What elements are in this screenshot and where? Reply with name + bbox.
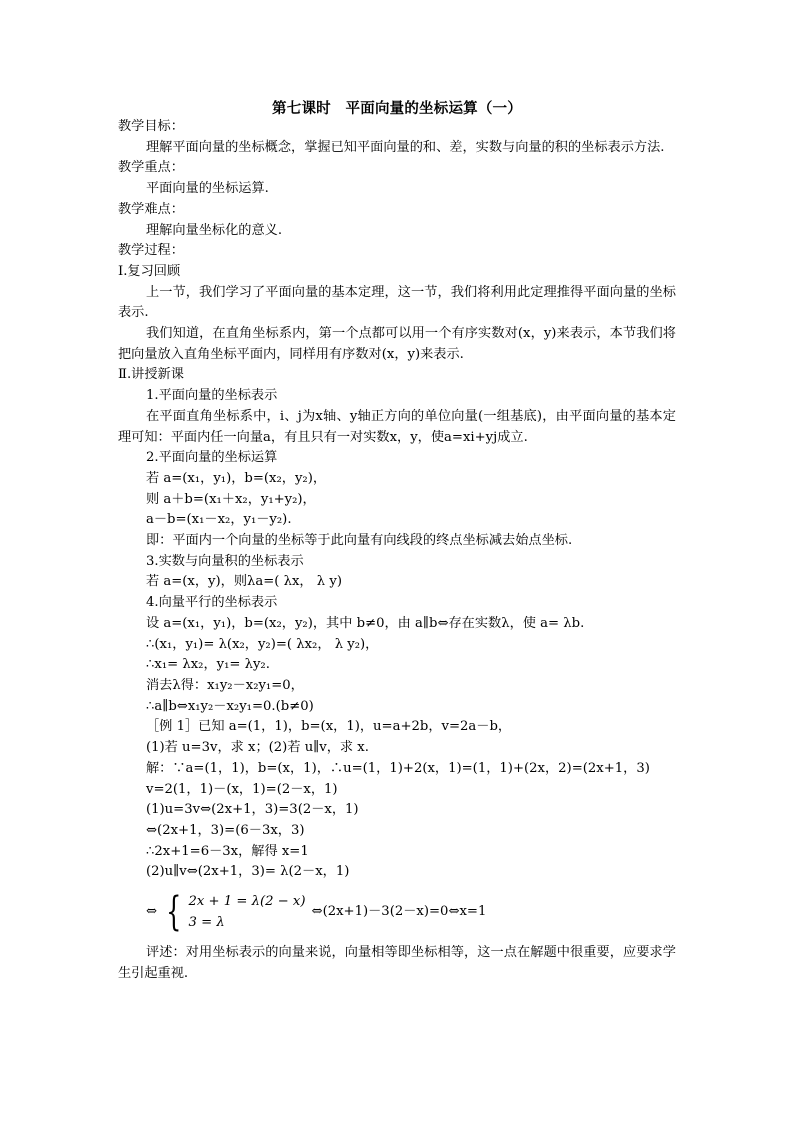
formula-line: 设 a=(x₁，y₁)，b=(x₂，y₂)，其中 b≠0，由 a∥b⇔存在实数λ，使 a= λb. [146, 615, 585, 631]
solution-line: 解：∵a=(1，1)，b=(x，1)，∴u=(1，1)+2(x，1)=(1，1)+(2x，2)=(2x+1，3) [146, 760, 650, 776]
subheading-coordinate-representation: 1.平面向量的坐标表示 [146, 388, 278, 404]
equation-case-1: 2x + 1 = λ(2 − x) [188, 894, 306, 910]
comment-paragraph: 评述：对用坐标表示的向量来说，向量相等即坐标相等，这一点在解题中很重要，应要求学生引起重视. [118, 945, 676, 981]
heading-key-points: 教学重点： [118, 160, 184, 176]
solution-line: ⇔(2x+1，3)=(6－3x，3) [146, 822, 305, 838]
equation-cases [189, 891, 306, 933]
heading-objectives: 教学目标： [118, 119, 184, 134]
heading-process: 教学过程： [118, 243, 184, 259]
coordinate-representation-text: 在平面直角坐标系中，i、j为x轴、y轴正方向的单位向量(一组基底)，由平面向量的基本定理可知：平面内任一向量a，有且只有一对实数x，y，使a=xi+yj成立. [118, 408, 676, 445]
equivalence-symbol: ⇔ [146, 903, 158, 919]
system-result: ⇔(2x+1)－3(2－x)=0⇔x=1 [311, 903, 487, 919]
solution-line: (1)u=3v⇔(2x+1，3)=3(2－x，1) [146, 802, 359, 818]
page-title: 第七课时 平面向量的坐标运算（一） [272, 101, 522, 117]
equation-system [118, 887, 676, 937]
heading-difficulties: 教学难点： [118, 201, 184, 217]
review-paragraph-1: 上一节，我们学习了平面向量的基本定理，这一节，我们将利用此定理推得平面向量的坐标表示. [118, 284, 676, 321]
solution-line: (2)u∥v⇔(2x+1，3)= λ(2－x，1) [146, 864, 350, 880]
formula-line: ∴x₁= λx₂，y₁= λy₂. [146, 657, 270, 673]
section-review: Ⅰ.复习回顾 [118, 263, 181, 279]
solution-line: v=2(1，1)－(x，1)=(2－x，1) [146, 781, 338, 797]
formula-note: 即：平面内一个向量的坐标等于此向量有向线段的终点坐标减去始点坐标. [146, 533, 573, 549]
section-new-lesson: Ⅱ.讲授新课 [118, 367, 184, 383]
left-brace-icon: { [166, 889, 182, 936]
example-question: (1)若 u=3v，求 x；(2)若 u∥v，求 x. [146, 740, 369, 756]
formula-line: ∴(x₁，y₁)= λ(x₂，y₂)=( λx₂， λ y₂)， [146, 636, 379, 652]
formula-line: 消去λ得：x₁y₂－x₂y₁=0， [146, 677, 304, 693]
difficulties-text: 理解向量坐标化的意义. [146, 222, 283, 238]
formula-line: 若 a=(x，y)，则λa=( λx， λ y) [146, 574, 342, 590]
formula-line: ∴a∥b⇔x₁y₂－x₂y₁=0.(b≠0) [146, 698, 314, 714]
subheading-scalar-product: 3.实数与向量积的坐标表示 [146, 553, 304, 569]
equation-case-2: 3 = λ [188, 915, 225, 931]
subheading-parallel: 4.向量平行的坐标表示 [146, 595, 278, 611]
subheading-coordinate-operations: 2.平面向量的坐标运算 [146, 450, 278, 466]
solution-line: ∴2x+1=6－3x，解得 x=1 [146, 843, 309, 859]
formula-line: a－b=(x₁－x₂，y₁－y₂). [146, 512, 292, 528]
document-body [118, 117, 676, 984]
objectives-text: 理解平面向量的坐标概念，掌握已知平面向量的和、差，实数与向量的积的坐标表示方法. [146, 139, 665, 155]
example-statement: ［例 1］已知 a=(1，1)，b=(x，1)，u=a+2b，v=2a－b， [146, 719, 512, 735]
formula-line: 则 a＋b=(x₁＋x₂，y₁+y₂)， [146, 491, 316, 507]
formula-line: 若 a=(x₁，y₁)，b=(x₂，y₂)， [146, 470, 327, 486]
key-points-text: 平面向量的坐标运算. [146, 181, 269, 197]
review-paragraph-2: 我们知道，在直角坐标系内，第一个点都可以用一个有序实数对(x，y)来表示，本节我们将把向量放入直角坐标平面内，同样用有序数对(x，y)来表示. [118, 326, 676, 362]
